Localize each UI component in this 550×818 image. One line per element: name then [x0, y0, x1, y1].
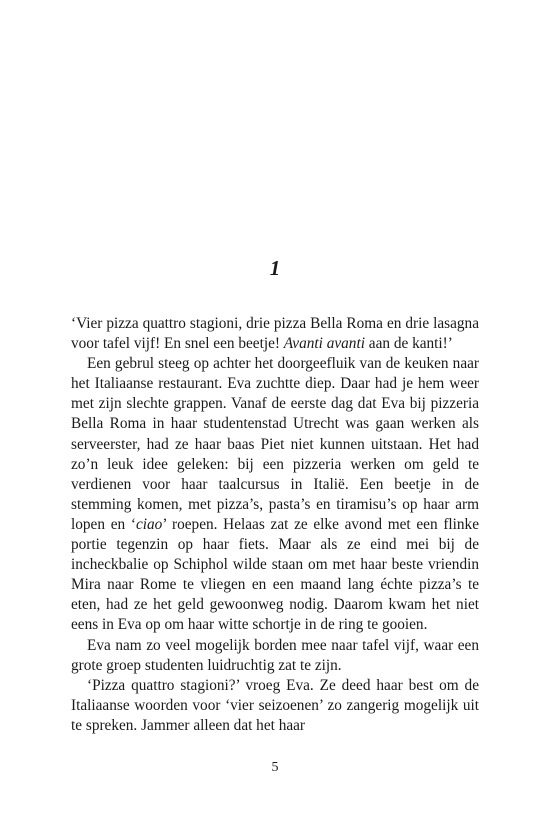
chapter-number: 1 — [269, 256, 281, 280]
text-run: ’ roepen. Helaas zat ze elke avond met een flinke portie tegenzin op haar fiets. Maar als ze eind mei bij de incheckbalie op Schiphol wilde staan om met haar beste vriendin Mira naar Rome te vliegen en een maand lang échte pizza’s te eten, had ze het geld gewoonweg nodig. Daarom kwam het niet eens in Eva op om haar witte schortje in de ring te gooien. — [71, 515, 479, 634]
paragraph — [71, 636, 479, 676]
paragraph — [71, 314, 479, 354]
text-run: aan de kanti!’ — [364, 335, 453, 353]
page-number: 5 — [271, 760, 279, 775]
text-run: ‘Vier pizza quattro stagioni, drie pizza Bella Roma en drie lasagna voor tafel vijf! En snel een beetje! — [71, 315, 479, 353]
text-run: ‘Pizza quattro stagioni?’ vroeg Eva. Ze deed haar best om de Italiaanse woorden voor ‘vier seizoenen’ zo zangerig mogelijk uit te spreken. Jammer alleen dat het haar — [71, 676, 479, 734]
paragraph — [71, 354, 479, 635]
text-run: Een gebrul steeg op achter het doorgeefluik van de keuken naar het Italiaanse restaurant. Eva zuchtte diep. Daar had je hem weer met zijn slechte grappen. Vanaf de eerste dag dat Eva bij pizzeria Bella Roma in haar studentenstad Utrecht was gaan werken als serveerster, had ze haar baas Piet niet kunnen uitstaan. Het had zo’n leuk idee geleken: bij een pizzeria werken om geld te verdienen voor haar taalcursus in Italië. Een beetje in de stemming komen, met pizza’s, pasta’s en tiramisu’s op haar arm lopen en ‘ — [71, 355, 479, 533]
body-text — [71, 314, 479, 736]
italic-text: Avanti avanti — [283, 335, 365, 353]
italic-text: ciao — [135, 515, 163, 533]
text-run: Eva nam zo veel mogelijk borden mee naar tafel vijf, waar een grote groep studenten luidruchtig zat te zijn. — [71, 636, 479, 674]
paragraph — [71, 676, 479, 736]
